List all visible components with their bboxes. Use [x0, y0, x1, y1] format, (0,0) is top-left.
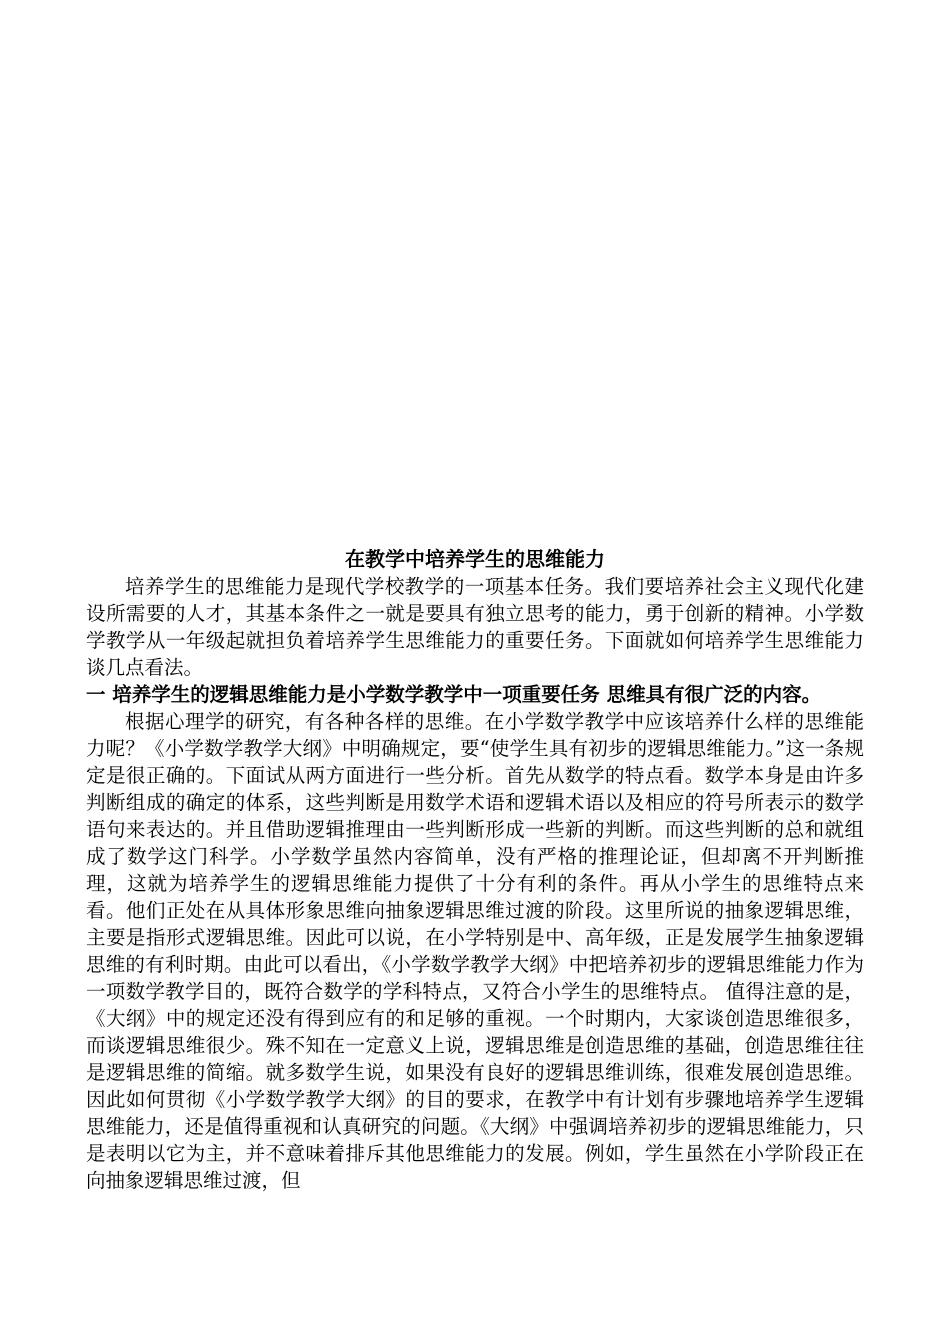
intro-paragraph: 培养学生的思维能力是现代学校教学的一项基本任务。我们要培养社会主义现代化建设所需要的人才，其基本条件之一就是要具有独立思考的能力，勇于创新的精神。小学数学教学从一年级起就担负着培养学生思维能力的重要任务。下面就如何培养学生思维能力谈几点看法。: [86, 575, 864, 679]
document-content: [86, 546, 864, 1194]
section-heading: 一 培养学生的逻辑思维能力是小学数学教学中一项重要任务 思维具有很广泛的内容。: [86, 683, 822, 706]
section-body-paragraph: 根据心理学的研究，有各种各样的思维。在小学数学教学中应该培养什么样的思维能力呢？《小学数学教学大纲》中明确规定，要“使学生具有初步的逻辑思维能力。”这一条规定是很正确的。下面试从两方面进行一些分析。首先从数学的特点看。数学本身是由许多判断组成的确定的体系，这些判断是用数学术语和逻辑术语以及相应的符号所表示的数学语句来表达的。并且借助逻辑推理由一些判断形成一些新的判断。而这些判断的总和就组成了数学这门科学。小学数学虽然内容简单，没有严格的推理论证，但却离不开判断推理，这就为培养学生的逻辑思维能力提供了十分有利的条件。再从小学生的思维特点来看。他们正处在从具体形象思维向抽象逻辑思维过渡的阶段。这里所说的抽象逻辑思维，主要是指形式逻辑思维。因此可以说，在小学特别是中、高年级，正是发展学生抽象逻辑思维的有利时期。由此可以看出，《小学数学教学大纲》中把培养初步的逻辑思维能力作为一项数学教学目的，既符合数学的学科特点，又符合小学生的思维特点。 值得注意的是，《大纲》中的规定还没有得到应有的和足够的重视。一个时期内，大家谈创造思维很多，而谈逻辑思维很少。殊不知在一定意义上说，逻辑思维是创造思维的基础，创造思维往往是逻辑思维的简缩。就多数学生说，如果没有良好的逻辑思维训练，很难发展创造思维。因此如何贯彻《小学数学教学大纲》的目的要求，在教学中有计划有步骤地培养学生逻辑思维能力，还是值得重视和认真研究的问题。《大纲》中强调培养初步的逻辑思维能力，只是表明以它为主，并不意味着排斥其他思维能力的发展。例如，学生虽然在小学阶段正在向抽象逻辑思维过渡，但: [86, 710, 864, 1192]
document-title: 在教学中培养学生的思维能力: [345, 547, 605, 571]
